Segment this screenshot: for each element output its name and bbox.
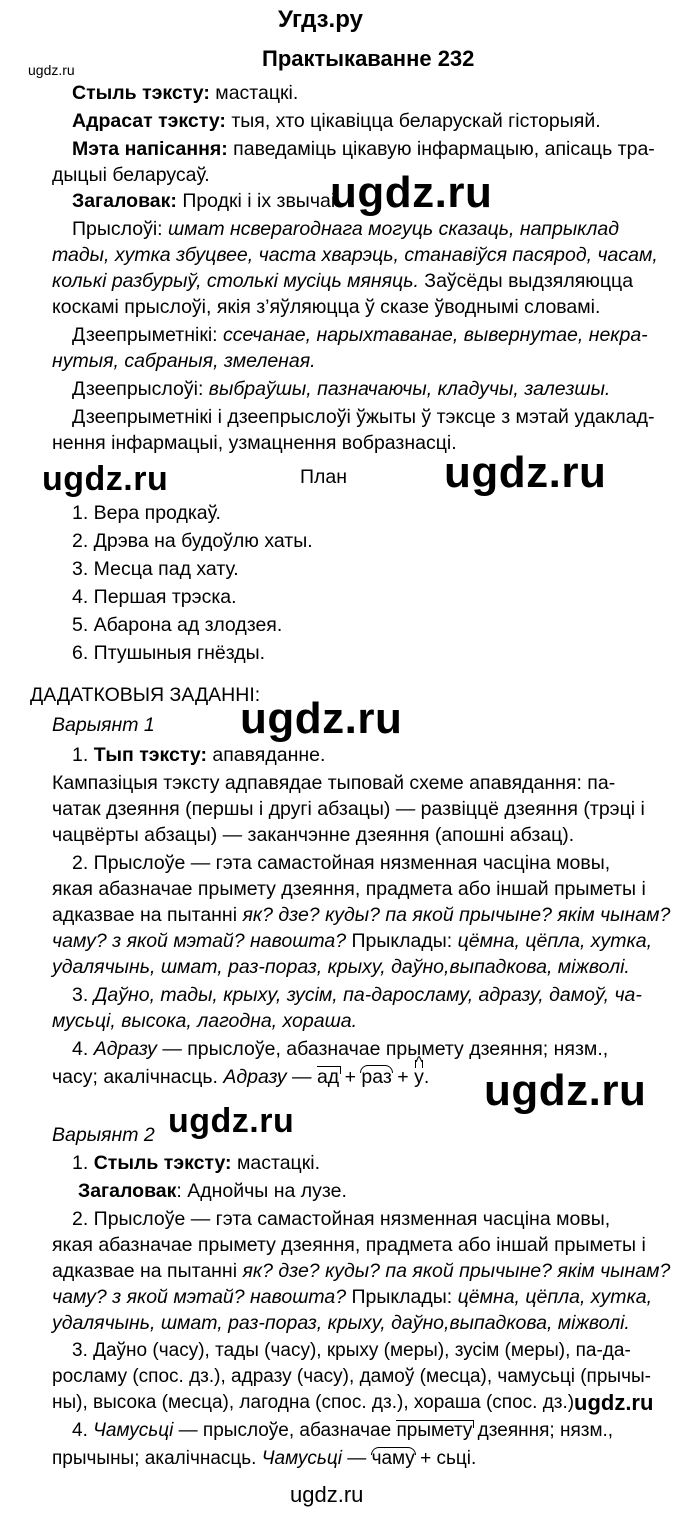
v1-p4-1	[72, 1036, 672, 1062]
purpose-value: паведаміць цікавую інфармацыю, апісаць тра-	[227, 138, 655, 160]
v2-style-line	[72, 1150, 672, 1176]
v2-p3-1: 3. Даўно (часу), тады (часу), крыху (меры), зусім (меры), па-да-	[72, 1340, 631, 1361]
plan-item-1: 1. Вера продкаў.	[72, 502, 221, 524]
v1-comp-3: чацвёрты абзацы) — заканчэнне дзеяння (апошні абзац).	[52, 824, 575, 846]
v2-heading-line	[78, 1178, 678, 1204]
v2-p2-3	[52, 1258, 671, 1284]
v1-p4-rest: — прыслоўе, абазначае прымету дзеяння; нязм.,	[156, 1038, 609, 1060]
v1-morph-suffix: у ^	[414, 1064, 424, 1090]
v2-p2-4-q: чаму? з якой мэтай? навошта?	[52, 1286, 347, 1308]
plan-item-5: 5. Абарона ад злодзея.	[72, 614, 283, 636]
plan-item-4: 4. Першая трэска.	[72, 586, 237, 608]
gerunds-line	[72, 376, 672, 402]
watermark-7: ugdz.ru	[574, 1390, 654, 1415]
v2-style-num: 1.	[72, 1152, 94, 1174]
v1-plus-1: +	[339, 1066, 362, 1088]
v1-dot: .	[423, 1066, 430, 1088]
plan-item-2: 2. Дрэва на будоўлю хаты.	[72, 530, 313, 552]
v1-morph-root: раз	[361, 1066, 392, 1088]
v2-p2-4	[52, 1284, 652, 1310]
participles-text-1: ссечанае, нарыхтаванае, вывернутае, некра-	[223, 324, 648, 346]
v2-morph-suffix: сьці	[436, 1448, 471, 1469]
v2-p4-rest-b: дзеяння; нязм.,	[472, 1420, 614, 1441]
adverbs-line-4: коскамі прыслоўі, якія з’яўляюцца ў сказе ўводнымі словамі.	[52, 296, 601, 318]
style-line	[72, 80, 672, 106]
v1-type-label: Тып тэксту:	[93, 744, 207, 766]
adverbs-label: Прыслоўі:	[72, 218, 168, 240]
v2-p2-4-pre: Прыклады:	[346, 1286, 458, 1308]
watermark-3: ugdz.ru	[444, 448, 607, 497]
adverbs-text-3: колькі разбурыў, столькі мусіць мяняць.	[52, 270, 419, 292]
v2-p3-2: росламу (спос. дз.), адразу (часу), дамоў (месца), чамусьці (прычы-	[52, 1366, 651, 1387]
v1-p2-3-q: як? дзе? куды? па якой прычыне? якім чынам?	[242, 904, 671, 926]
v1-p4-word: Адразу	[93, 1038, 157, 1060]
v1-p4-num: 4.	[72, 1038, 94, 1060]
v1-p2-2: якая абазначае прымету дзеяння, прадмета або іншай прыметы і	[52, 878, 646, 900]
participles-label: Дзеепрыметнікі:	[72, 324, 224, 346]
watermark-1: ugdz.ru	[330, 168, 493, 217]
v2-p4-2	[52, 1446, 652, 1472]
v2-p2-5: удалячынь, шмат, раз-пораз, крыху, даўно,выпадкова, міжволі.	[52, 1312, 630, 1334]
footer-watermark: ugdz.ru	[290, 1482, 364, 1507]
v1-p3-2: мусьці, высока, лагодна, хораша.	[52, 1010, 358, 1032]
v1-type-line	[72, 742, 672, 768]
plan-item-3: 3. Месца пад хату.	[72, 558, 239, 580]
participles-line-2: нутыя, сабраныя, змеленая.	[52, 350, 316, 372]
v1-p4-2-word: Адразу	[223, 1066, 287, 1088]
plan-item-6: 6. Птушыныя гнёзды.	[72, 642, 266, 664]
v1-p3-num: 3.	[72, 984, 94, 1006]
exercise-title: Практыкаванне 232	[262, 46, 475, 71]
v2-p4-1	[72, 1418, 672, 1444]
watermark-6: ugdz.ru	[168, 1102, 295, 1140]
v1-comp-1: Кампазіцыя тэксту адпавядае тыповай схеме апавядання: па-	[52, 772, 616, 794]
v1-plus-2: +	[391, 1066, 415, 1088]
variant-2-label: Варыянт 2	[52, 1124, 155, 1146]
style-label: Стыль тэксту:	[72, 82, 210, 104]
additional-title: ДАДАТКОВЫЯ ЗАДАННІ:	[30, 684, 261, 706]
v1-p2-4-pre: Прыклады:	[346, 930, 458, 952]
watermark-4: ugdz.ru	[240, 694, 403, 743]
v2-style-value: мастацкі.	[231, 1152, 320, 1174]
purpose-label: Мэта напісання:	[72, 138, 228, 160]
purpose-line	[72, 136, 672, 162]
purpose-line-2: дыцыі беларусаў.	[52, 164, 210, 186]
watermark-small: ugdz.ru	[28, 62, 75, 78]
v2-p4-num: 4.	[72, 1420, 94, 1441]
v2-p4-dash: —	[342, 1448, 372, 1469]
variant-1-label: Варыянт 1	[52, 714, 155, 736]
plan-title: План	[300, 466, 348, 488]
v1-p4-2-pre: часу; акалічнасць.	[52, 1066, 224, 1088]
heading-label: Загаловак:	[72, 190, 177, 212]
addressee-value: тыя, хто цікавіцца беларускай гісторыяй.	[225, 110, 601, 132]
v1-type-value: апавяданне.	[206, 744, 326, 766]
addressee-line	[72, 108, 672, 134]
participles-line-1	[72, 322, 672, 348]
v2-p2-4-ex: цёмна, цёпла, хутка,	[457, 1286, 652, 1308]
v1-type-num: 1.	[72, 744, 94, 766]
v1-p2-4-q: чаму? з якой мэтай? навошта?	[52, 930, 347, 952]
v1-p2-5: удалячынь, шмат, раз-пораз, крыху, даўно,выпадкова, міжволі.	[52, 956, 630, 978]
v2-style-label: Стыль тэксту:	[93, 1152, 232, 1174]
v2-p4-rest-a: — прыслоўе, абазначае	[173, 1420, 397, 1441]
gerunds-value: выбраўшы, пазначаючы, кладучы, залезшы.	[208, 378, 611, 400]
v1-p2-1: 2. Прыслоўе — гэта самастойная нязменная часціна мовы,	[72, 852, 611, 874]
v2-morph-root: чаму	[372, 1446, 415, 1472]
v1-p3-text-1: Даўно, тады, крыху, зусім, па-даросламу, адразу, дамоў, ча-	[93, 984, 642, 1006]
v2-p4-2-pre: прычыны; акалічнасць.	[52, 1448, 262, 1469]
v1-comp-2: чатак дзеяння (першы і другі абзацы) — развіццё дзеяння (трэці і	[52, 798, 645, 820]
adverbs-text-1: шмат нсвераrоднага могуць сказаць, напрыклад	[168, 218, 619, 240]
v2-dot: .	[470, 1448, 477, 1469]
v2-p4-word: Чамусьці	[93, 1420, 174, 1441]
v1-p2-4	[52, 928, 652, 954]
usage-line-2: нення інфармацыі, узмацнення вобразнасці.	[52, 432, 457, 454]
style-value: мастацкі.	[209, 82, 299, 104]
v1-p4-dash: —	[286, 1066, 317, 1088]
v2-p4-underlined: прымету	[396, 1418, 472, 1444]
v2-p3-3: ны), высока (месца), лагодна (спос. дз.), хораша (спос. дз.).	[52, 1392, 580, 1413]
adverbs-line-1	[72, 216, 672, 242]
v1-p2-3	[52, 902, 671, 928]
watermark-5: ugdz.ru	[484, 1066, 647, 1115]
v2-plus: +	[414, 1448, 437, 1469]
adverbs-line-2: тады, хутка збуцвее, часта хварэць, станавіўся пасярод, часам,	[52, 244, 658, 266]
watermark-2: ugdz.ru	[42, 460, 169, 498]
addressee-label: Адрасат тэксту:	[72, 110, 226, 132]
v2-p2-3-pre: адказвае на пытанні	[52, 1260, 243, 1282]
heading-value: Продкі і іх звычаі.	[176, 190, 341, 212]
v1-p2-4-ex: цёмна, цёпла, хутка,	[457, 930, 652, 952]
v2-p4-2-word: Чамусьці	[261, 1448, 342, 1469]
v2-p2-1: 2. Прыслоўе — гэта самастойная нязменная часціна мовы,	[72, 1208, 611, 1230]
gerunds-label: Дзеепрыслоўі:	[72, 378, 209, 400]
v1-morph-prefix: ад	[316, 1066, 340, 1088]
v1-p3-1	[72, 982, 672, 1008]
v2-p2-3-q: як? дзе? куды? па якой прычыне? якім чынам?	[242, 1260, 671, 1282]
site-header: Угдз.ру	[278, 6, 363, 33]
v2-p2-2: якая абазначае прымету дзеяння, прадмета або іншай прыметы і	[52, 1234, 646, 1256]
v1-p2-3-pre: адказвае на пытанні	[52, 904, 243, 926]
adverbs-text-3b: Заўсёды выдзяляюцца	[418, 270, 634, 292]
adverbs-line-3	[52, 268, 652, 294]
usage-line-1: Дзеепрыметнікі і дзеепрыслоўі ўжыты ў тэксце з мэтай удаклад-	[72, 406, 655, 428]
v2-heading-label: Загаловак	[78, 1180, 177, 1202]
v2-heading-value: : Аднойчы на лузе.	[176, 1180, 347, 1202]
